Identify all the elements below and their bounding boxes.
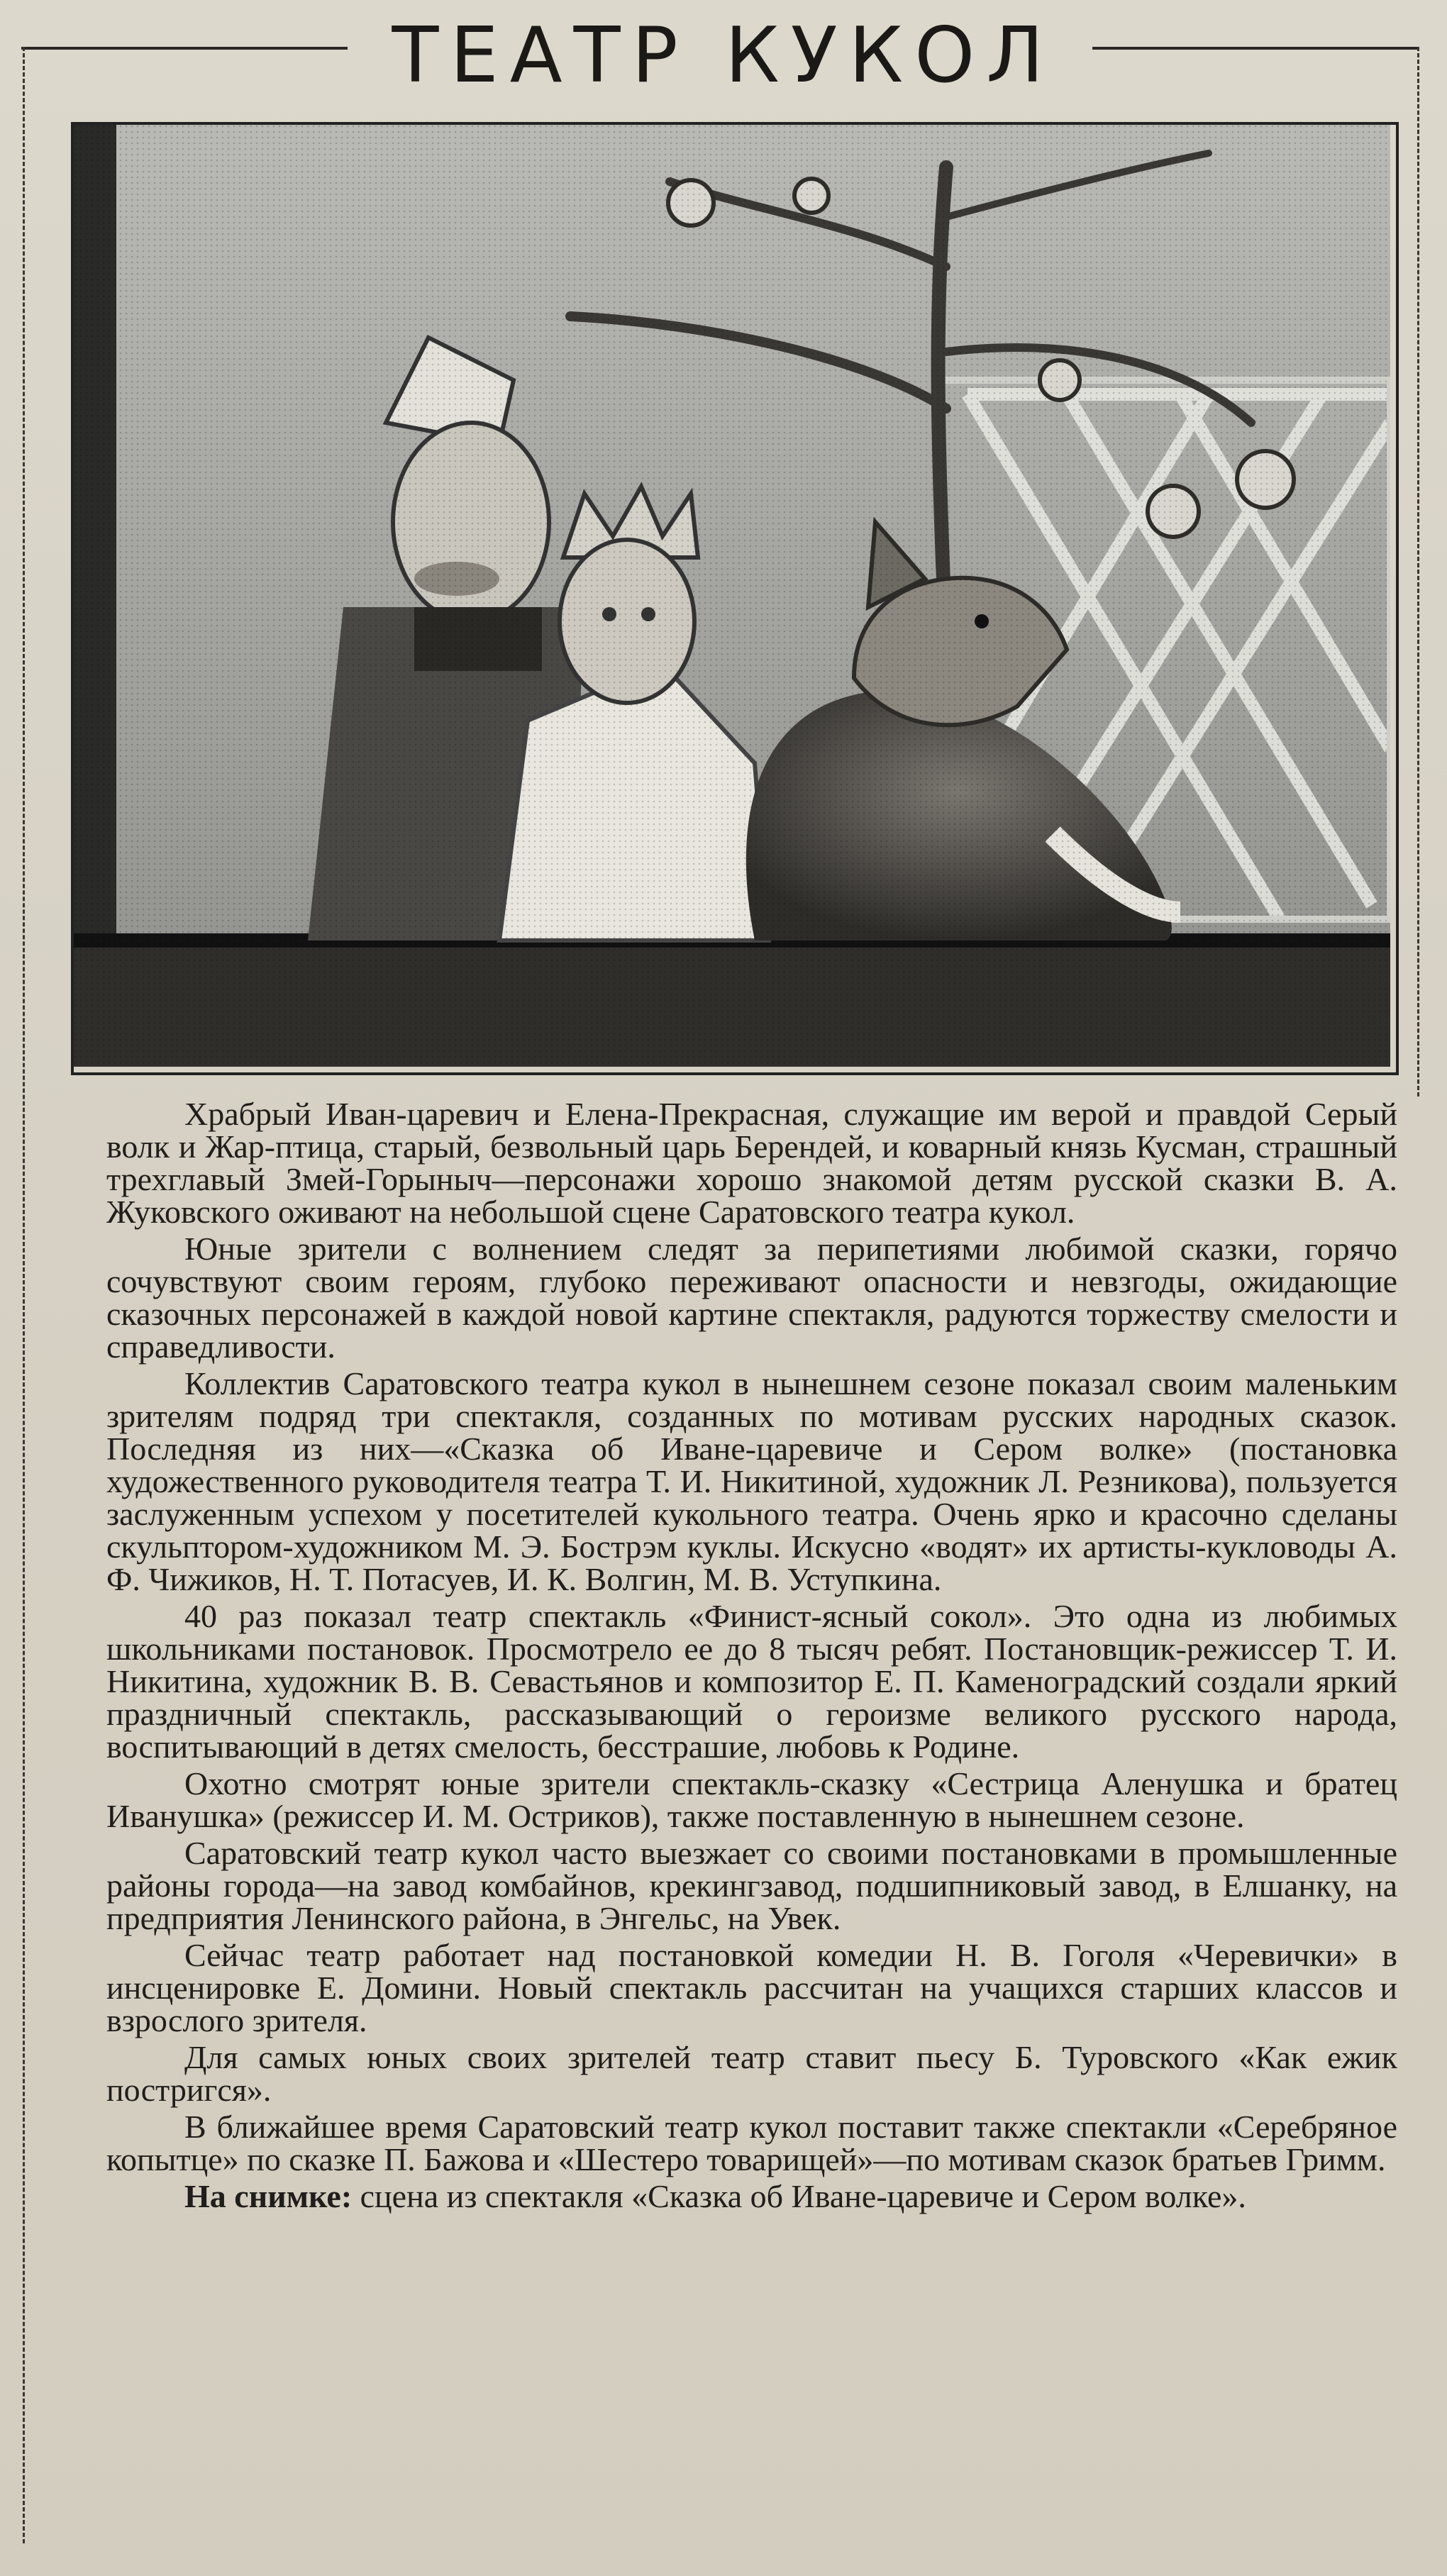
- article-paragraph: Саратовский театр кукол часто выезжает со своими постановками в промышленные районы города—на завод комбайнов, крекингзавод, подшипниковый завод, в Елшанку, на предприятия Ленинского района, в Энгельс, на Увек.: [106, 1835, 1397, 1936]
- article-paragraph: Охотно смотрят юные зрители спектакль-сказку «Сестрица Аленушка и братец Иванушка» (режиссер И. М. Остриков), также поставленную в нынешнем сезоне.: [106, 1765, 1397, 1834]
- column-border-right: [1417, 47, 1419, 1097]
- article-paragraph: 40 раз показал театр спектакль «Финист-ясный сокол». Это одна из любимых школьниками постановок. Просмотрело ее до 8 тысяч ребят. Постановщик-режиссер Т. И. Никитина, художник В. В. Севастьянов и композитор Е. П. Каменоградский создали яркий праздничный спектакль, рассказывающий о героизме великого русского народа, воспитывающий в детях смелость, бесстрашие, любовь к Родине.: [106, 1598, 1397, 1765]
- article-paragraph: Для самых юных своих зрителей театр ставит пьесу Б. Туровского «Как ежик постригся».: [106, 2039, 1397, 2108]
- article-body: [106, 1098, 1397, 2217]
- puppet-scene-photo: [71, 122, 1399, 1075]
- caption-text: сцена из спектакля «Сказка об Иване-царевиче и Сером волке».: [352, 2178, 1246, 2214]
- article-paragraph: В ближайшее время Саратовский театр кукол поставит также спектакли «Серебряное копытце» по сказке П. Бажова и «Шестеро товарищей»—по мотивам сказок братьев Гримм.: [106, 2109, 1397, 2177]
- article-paragraph: Коллектив Саратовского театра кукол в нынешнем сезоне показал своим маленьким зрителям подряд три спектакля, созданных по мотивам русских народных сказок. Последняя из них—«Сказка об Иване-царевиче и Сером волке» (постановка художественного руководителя театра Т. И. Никитиной, художник Л. Резникова), пользуется заслуженным успехом у посетителей кукольного театра. Очень ярко и красочно сделаны скульптором-художником М. Э. Бострэм куклы. Искусно «водят» их артисты-кукловоды А. Ф. Чижиков, Н. Т. Потасуев, И. К. Волгин, М. В. Уступкина.: [106, 1365, 1397, 1597]
- article-paragraph: Храбрый Иван-царевич и Елена-Прекрасная, служащие им верой и правдой Серый волк и Жар-птица, старый, безвольный царь Берендей, и коварный князь Кусман, страшный трехглавый Змей-Горыныч—персонажи хорошо знакомой детям русской сказки В. А. Жуковского оживают на небольшой сцене Саратовского театра кукол.: [106, 1096, 1397, 1230]
- headline: ТЕАТР КУКОЛ: [392, 11, 1055, 100]
- header-rule-right: [1092, 47, 1419, 50]
- column-border-left: [23, 47, 25, 2543]
- header-rule-left: [21, 47, 348, 50]
- caption-label: На снимке:: [184, 2178, 353, 2214]
- photo-caption: [106, 2180, 1397, 2213]
- article-paragraph: Юные зрители с волнением следят за перипетиями любимой сказки, горячо сочувствуют своим героям, глубоко переживают опасности и невзгоды, ожидающие сказочных персонажей в каждой новой картине спектакля, радуются торжеству смелости и справедливости.: [106, 1231, 1397, 1365]
- article-paragraph: Сейчас театр работает над постановкой комедии Н. В. Гоголя «Черевички» в инсценировке Е. Домини. Новый спектакль рассчитан на учащихся старших классов и взрослого зрителя.: [106, 1937, 1397, 2038]
